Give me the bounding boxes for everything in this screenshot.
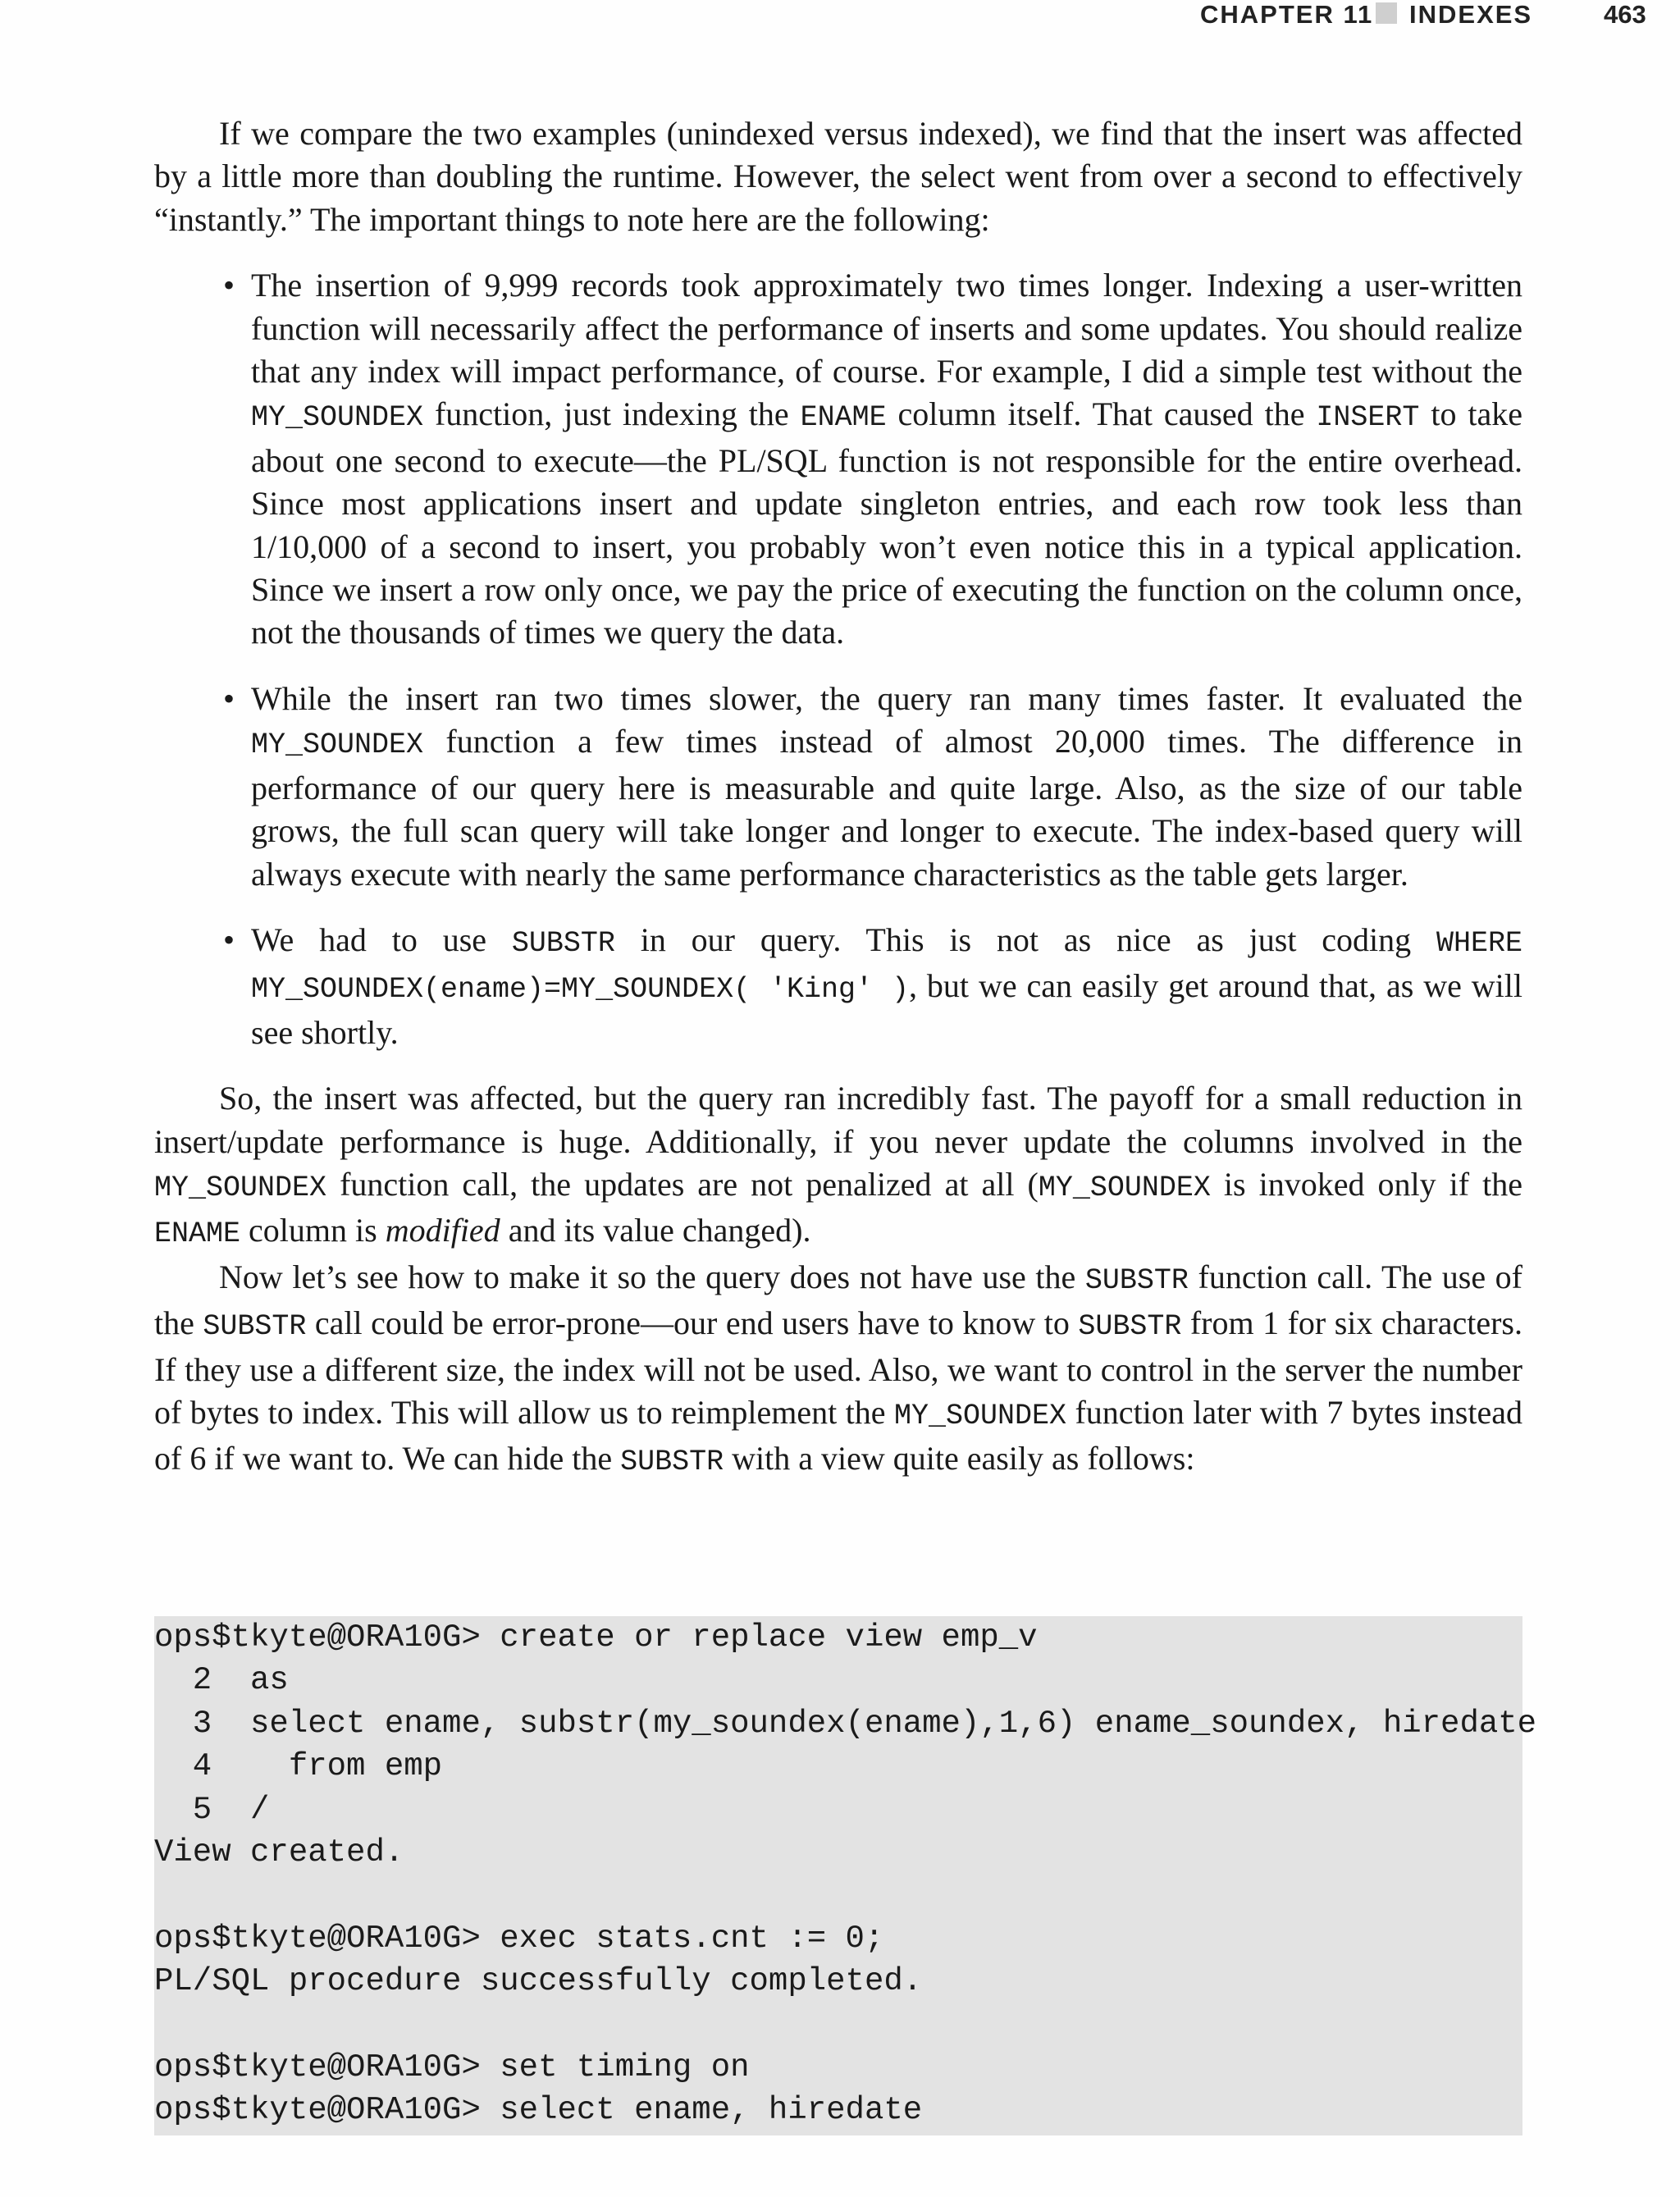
code-line: PL/SQL procedure successfully completed. [154, 1963, 923, 2000]
code-line [154, 2003, 1522, 2046]
code-line: ops$tkyte@ORA10G> set timing on [154, 2049, 750, 2085]
list-item: • While the insert ran two times slower, the query ran many times faster. It evaluated the MY_SOUNDEX function a few times instead of almost 20,000 times. The difference in performance of our query here is measurable and quite large. Also, as the size of our table grows, the full scan query will take longer and longer to execute. The index-based query will always execute with nearly the same performance characteristics as the table gets larger. [154, 678, 1522, 896]
list-item: • We had to use SUBSTR in our query. This is not as nice as just coding WHERE MY_SOUNDEX(ename)=MY_SOUNDEX( 'King' ), but we can easily get around that, as we will see shortly. [154, 919, 1522, 1054]
bullet-list [154, 264, 1522, 1054]
view-paragraph: Now let’s see how to make it so the query does not have use the SUBSTR function call. The use of the SUBSTR call could be error-prone—our end users have to know to SUBSTR from 1 for six characters. If they use a different size, the index will not be used. Also, we want to control in the server the number of bytes to index. This will allow us to reimplement the MY_SOUNDEX function later with 7 bytes instead of 6 if we want to. We can hide the SUBSTR with a view quite easily as follows: [154, 1258, 1523, 1479]
list-item: • The insertion of 9,999 records took approximately two times longer. Indexing a user-written function will necessarily affect the performance of inserts and some updates. You should realize that any index will impact performance, of course. For example, I did a simple test without the MY_SOUNDEX function, just indexing the ENAME column itself. That caused the INSERT to take about one second to execute—the PL/SQL function is not responsible for the entire overhead. Since most applications insert and update singleton entries, and each row took less than 1/10,000 of a second to insert, you probably won’t even notice this in a typical application. Since we insert a row only once, we pay the price of executing the function on the column once, not the thousands of times we query the data. [154, 264, 1522, 655]
header-separator-square [1376, 2, 1397, 24]
bullet-icon: • [222, 679, 235, 717]
code-line [154, 1874, 1522, 1916]
bullet-icon: • [222, 267, 235, 304]
code-line: ops$tkyte@ORA10G> select ename, hiredate [154, 2092, 923, 2129]
code-line: 4 from emp [154, 1748, 443, 1785]
code-line: 3 select ename, substr(my_soundex(ename),1,6) ename_soundex, hiredate [154, 1705, 1537, 1742]
code-line: View created. [154, 1834, 404, 1870]
section-label: INDEXES [1409, 0, 1533, 29]
body-text [154, 112, 1522, 1484]
code-listing [154, 1616, 1537, 2135]
code-line: ops$tkyte@ORA10G> create or replace view emp_v [154, 1619, 1038, 1656]
page-number: 463 [1604, 0, 1646, 29]
bullet-icon: • [222, 920, 235, 958]
intro-paragraph: If we compare the two examples (unindexed versus indexed), we find that the insert was affected by a little more than doubling the runtime. However, the select went from over a second to effectively “instantly.” The important things to note here are the following: [154, 115, 1522, 238]
chapter-label: CHAPTER 11 [1200, 0, 1374, 29]
code-line: 2 as [154, 1662, 289, 1699]
code-line: 5 / [154, 1791, 270, 1828]
payoff-paragraph: So, the insert was affected, but the query ran incredibly fast. The payoff for a small reduction in insert/update performance is huge. Additionally, if you never update the columns involved in the MY_SOUNDEX function call, the updates are not penalized at all (MY_SOUNDEX is invoked only if the ENAME column is modified and its value changed). [154, 1080, 1522, 1251]
code-line: ops$tkyte@ORA10G> exec stats.cnt := 0; [154, 1920, 884, 1957]
running-header [0, 0, 1680, 33]
